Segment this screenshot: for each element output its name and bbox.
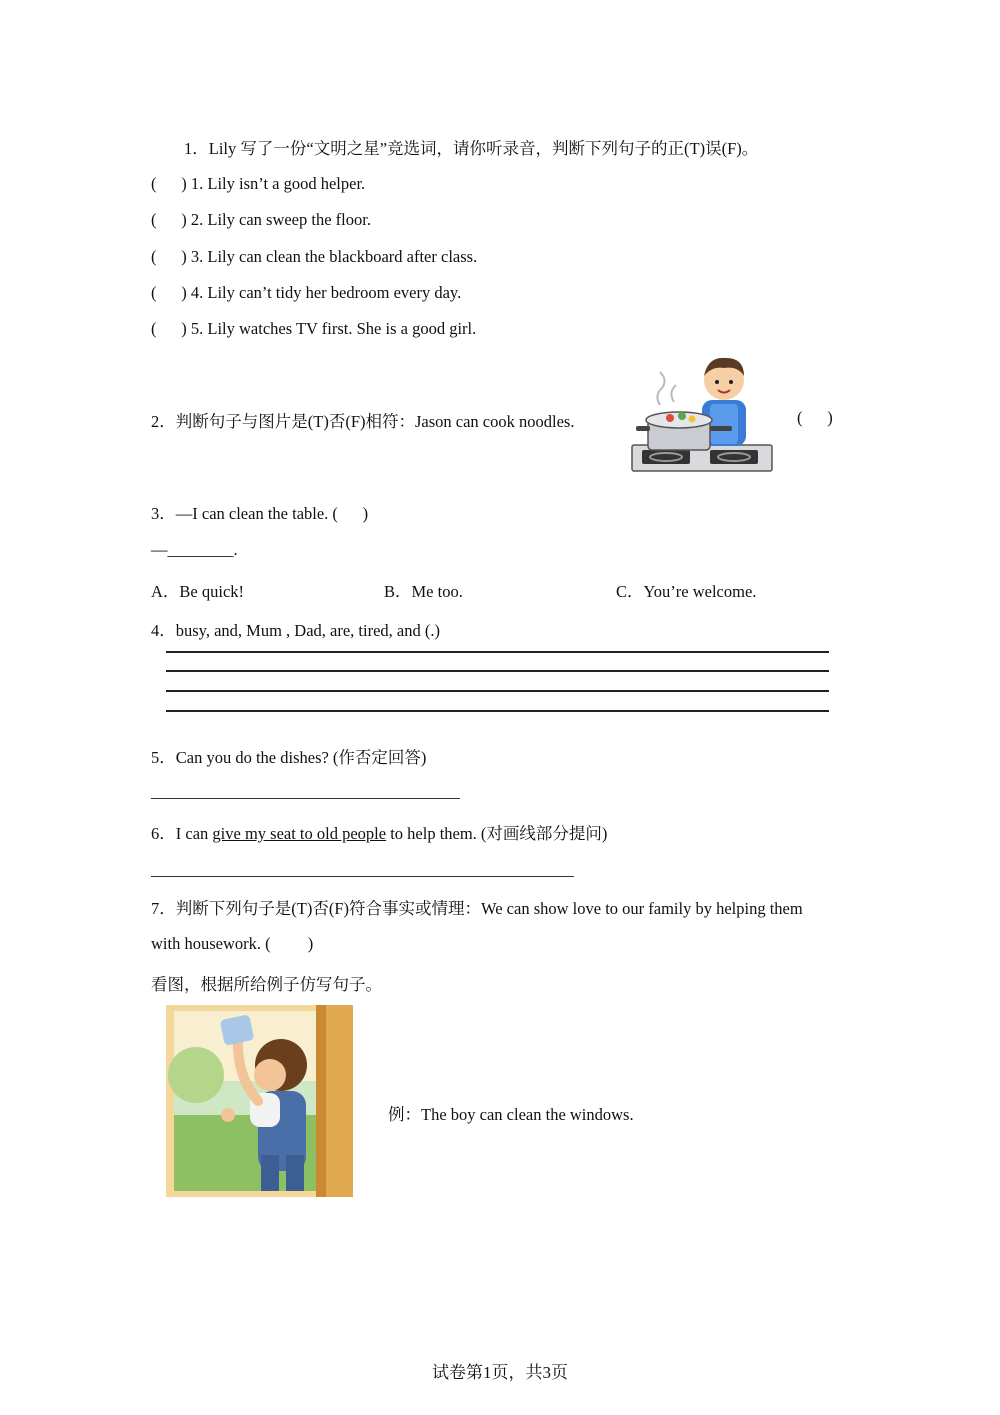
q8-instruction: 看图，根据所给例子仿写句子。 (151, 975, 382, 994)
q6-suffix: to help them. (对画线部分提问) (386, 824, 608, 843)
writing-line[interactable] (166, 690, 829, 692)
q6-text (151, 820, 607, 844)
q5-text: 5．Can you do the dishes? (作否定回答) (151, 748, 427, 767)
q3-option-b[interactable]: B．Me too. (384, 582, 463, 601)
q5-answer-line[interactable] (151, 798, 460, 799)
q1-item-5 (151, 319, 476, 339)
q1-item-2 (151, 210, 371, 230)
answer-bracket[interactable]: ( ) (151, 319, 187, 338)
q6-answer-line[interactable] (151, 876, 574, 877)
item-text: 2. Lily can sweep the floor. (190, 210, 371, 229)
q2-text: 2．判断句子与图片是(T)否(F)相符：Jason can cook noodles. (151, 412, 575, 431)
q1-instruction: 1．Lily 写了一份“文明之星”竞选词，请你听录音，判断下列句子的正(T)误(F)。 (184, 139, 759, 158)
page-footer: 试卷第1页，共3页 (432, 1363, 568, 1382)
q3-option-c[interactable]: C．You’re welcome. (616, 582, 757, 601)
answer-bracket[interactable]: ( ) (151, 210, 187, 229)
writing-line[interactable] (166, 710, 829, 712)
q6-underlined-phrase: give my seat to old people (212, 824, 387, 843)
item-text: 5. Lily watches TV first. She is a good girl. (190, 319, 477, 338)
q1-item-4 (151, 283, 461, 303)
q7-line-2: with housework. ( ) (151, 934, 314, 953)
q1-item-3 (151, 247, 477, 267)
q3-answer-line[interactable]: —________. (151, 540, 238, 559)
q8-example: 例：The boy can clean the windows. (388, 1105, 634, 1124)
answer-bracket[interactable]: ( ) (151, 283, 187, 302)
q1-item-1 (151, 174, 365, 194)
boy-cooking-illustration (630, 350, 775, 475)
item-text: 4. Lily can’t tidy her bedroom every day. (190, 283, 462, 302)
q7-line-1: 7．判断下列句子是(T)否(F)符合事实或情理：We can show love to our family by helping them (151, 899, 803, 918)
writing-line[interactable] (166, 670, 829, 672)
q3-question: 3．—I can clean the table. ( ) (151, 504, 369, 523)
answer-bracket[interactable]: ( ) (151, 174, 187, 193)
answer-bracket[interactable]: ( ) (151, 247, 187, 266)
boy-cleaning-window-illustration (166, 1005, 353, 1197)
q2-answer-bracket[interactable]: ( ) (797, 408, 833, 427)
q3-option-a[interactable]: A．Be quick! (151, 582, 245, 601)
q4-text: 4．busy, and, Mum , Dad, are, tired, and (.) (151, 621, 440, 640)
q6-prefix: 6．I can (151, 824, 213, 843)
writing-line[interactable] (166, 651, 829, 653)
item-text: 1. Lily isn’t a good helper. (190, 174, 366, 193)
item-text: 3. Lily can clean the blackboard after class. (190, 247, 478, 266)
